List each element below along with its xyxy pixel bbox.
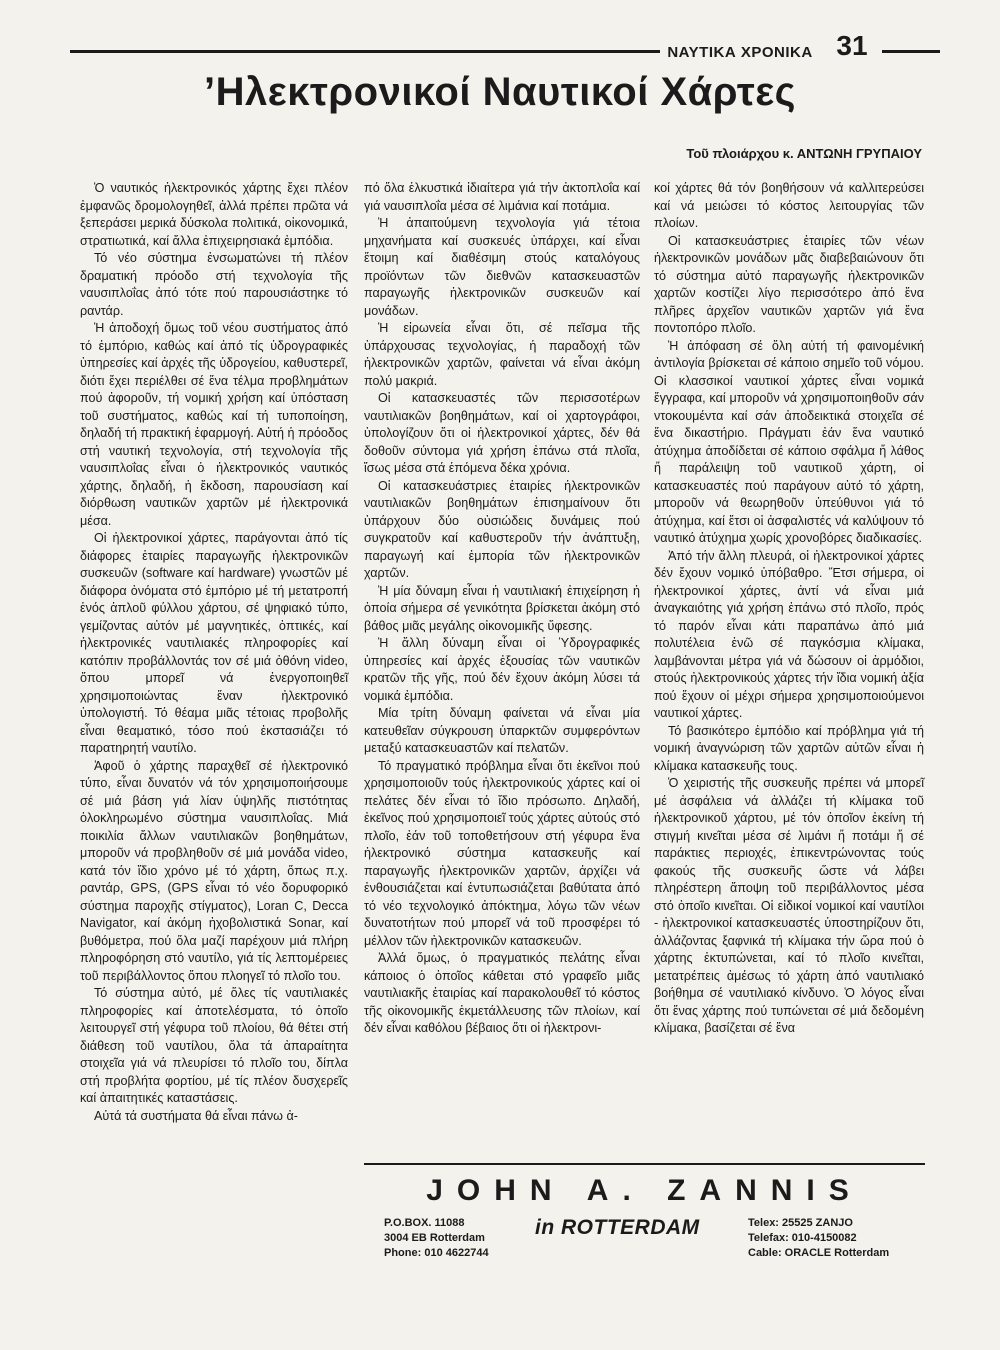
- paragraph: Ὁ ναυτικός ἠλεκτρονικός χάρτης ἔχει πλέον ἐμφανῶς δρομολογηθεῖ, ἀλλά πρέπει πρῶτα νά ξεπεράσει μερικά δύσκολα πολιτικά, οἰκονομικά, στρατιωτικά, καί ἄλλα ἐπιχειρησιακά ἐμπόδια.: [80, 181, 348, 248]
- address-line: P.O.BOX. 11088: [384, 1217, 465, 1229]
- advertisement-city: in ROTTERDAM: [535, 1216, 700, 1239]
- paragraph: Τό σύστημα αὐτό, μέ ὅλες τίς ναυτιλιακές πληροφορίες καί ἀποτελέσματα, τό ὁποῖο λειτουργεῖ στή γέφυρα τοῦ πλοίου, θά θέτει στή διάθεση τοῦ ναυτίλου, ὅλα τά ἀπαραίτητα στοιχεῖα γιά νά πλευρίσει τό πλοῖο του, δίπλα στή προβλήτα φορτίου, μέ τίς πλέον δυσχερεῖς καί ἀπαιτητικές καταστάσεις.: [80, 986, 348, 1105]
- article-column-1: [80, 180, 348, 1265]
- advertisement-rule: [364, 1163, 925, 1165]
- paragraph: πό ὅλα ἑλκυστικά ἰδιαίτερα γιά τήν ἀκτοπλοΐα καί γιά ναυσιπλοΐα μέσα σέ λιμάνια καί ποτάμια.: [364, 181, 640, 213]
- advertisement-contact: [748, 1216, 928, 1261]
- paragraph: Οἱ ἠλεκτρονικοί χάρτες, παράγονται ἀπό τίς διάφορες ἑταιρίες παραγωγῆς ἠλεκτρονικῶν συσκευῶν (software καί hardware) γνωστῶν μέ διάφορα ὀνόματα στό ἐμπόριο μέ τή μετατροπή ἑνός ἁπλοῦ φύλλου χάρτου, σέ ψηφιακό τύπο, γεμίζοντας αὐτόν μέ μαγνητικές, ὀπτικές, καί ἠλεκτρονικές ναυτιλιακές πληροφορίες καί κατόπιν προβάλλοντάς τον σέ μιά ὀθόνη video, ὅπου μπορεῖ νά ἐνεργοποιηθεῖ χρησιμοποιώντας ἕναν ἠλεκτρονικό ὑπολογιστή. Τό θέαμα μιᾶς τέτοιας προβολῆς εἶναι θεαματικό, τόσο πού ἐκστασιάζει τό παρατηρητή ναυτίλο.: [80, 531, 348, 755]
- cable-address: Cable: ORACLE Rotterdam: [748, 1247, 890, 1259]
- paragraph: Ὁ χειριστής τῆς συσκευῆς πρέπει νά μπορεῖ μέ ἀσφάλεια νά ἀλλάζει τή κλίμακα τοῦ ἠλεκτρονικοῦ χάρτου, μέ τόν ὁποῖον ἐκείνη τή στιγμή κινεῖται μέσα σέ λιμάνι ἤ ποτάμι ἤ σέ παράκτιες περιοχές, ἐπικεντρώνοντας τούς φακούς τῆς συσκευῆς ὥστε νά λάβει πληρέστερη ἄποψη τοῦ περιβάλλοντος μέσα στό ὁποῖο κινεῖται. Οἱ εἰδικοί νομικοί καί ναυτίλοι - ἠλεκτρονικοί κατασκευαστές ὑποστηρίζουν ὅτι, ἀλλάζοντας ξαφνικά τή κλίμακα τήν ὥρα πού ὁ χάρτης ἐκτυπώνεται, καί τό πλοῖο κινεῖται, μετατρέπεις ἀμέσως τό χάρτη ἀπό ναυτιλιακό βοήθημα σέ ναυτιλιακό κίνδυνο. Ὁ λόγος εἶναι ὅτι ἕνας χάρτης πού τυπώνεται σέ μιά δεδομένη κλίμακα, βασίζεται σέ ἕνα: [654, 776, 924, 1035]
- paragraph: Ἀπό τήν ἄλλη πλευρά, οἱ ἠλεκτρονικοί χάρτες δέν ἔχουν νομικό ὑπόβαθρο. Ἔτσι σήμερα, οἱ ἠλεκτρονικοί χάρτες, ἀντί νά εἶναι μιά ἀναγκαιότης γιά χρήση ἐπάνω στό πλοῖο, πρός τό παρόν εἶναι κάτι παραπάνω ἀπό μιά πολυτέλεια ἐνῶ σέ παγκόσμια κλίμακα, λαμβάνονται μέτρα γιά νά δώσουν οἱ ἁρμόδιοι, στούς ἠλεκτρονικούς χάρτες τήν ἴδια νομική ἀξία πού ἔχουν οἱ μέχρι σήμερα χρησιμοποιούμενοι ναυτικοί χάρτες.: [654, 548, 924, 720]
- paragraph: Οἱ κατασκευάστριες ἑταιρίες τῶν νέων ἠλεκτρονικῶν μονάδων μᾶς διαβεβαιώνουν ὅτι τό σύστημα αὐτό παραγωγῆς ἠλεκτρονικῶν χαρτῶν κοστίζει λίγο περισσότερο ἀπό ἕνα πλῆρες ἀρχεῖον ναυτικῶν χαρτῶν γιά ἕνα ποντοπόρο πλοῖο.: [654, 233, 924, 335]
- paragraph: Οἱ κατασκευάστριες ἑταιρίες ἠλεκτρονικῶν ναυτιλιακῶν βοηθημάτων ἐπισημαίνουν ὅτι ὑπάρχουν δύο οὐσιώδεις δυνάμεις πού συγκρατοῦν καί καθυστεροῦν τήν ἀνάπτυξη, παραγωγή καί ἐμπορία τῶν ἠλεκτρονικῶν χαρτῶν.: [364, 478, 640, 580]
- paragraph: Ἡ ἀποδοχή ὅμως τοῦ νέου συστήματος ἀπό τό ἐμπόριο, καθώς καί ἀπό τίς ὑδρογραφικές ὑπηρεσίες καί ἀρχές τῆς ὑδρογείου, καθυστερεῖ, διότι ἔχει περιέλθει σέ ἕνα τέλμα προβλημάτων πού ἀφοροῦν, τή νομική χρήση καί ὑπόσταση τοῦ συστήματος, καθώς καί τή τυποποίηση, δηλαδή τή πρακτική ἐφαρμογή. Αὐτή ἡ πρόοδος στή ναυτική τεχνολογία, στή τεχνολογία τῆς ναυσιπλοΐας εἶναι ὁ ἠλεκτρονικός ναυτικός χάρτης, δηλαδή, ἡ ἔκδοση, παρουσίαση καί διόρθωση ναυτικῶν χαρτῶν μέ ἠλεκτρονικά μέσα.: [80, 321, 348, 528]
- paragraph: κοί χάρτες θά τόν βοηθήσουν νά καλλιτερεύσει καί νά μειώσει τό κόστος λειτουργίας τῶν πλοίων.: [654, 181, 924, 230]
- paragraph: Τό βασικότερο ἐμπόδιο καί πρόβλημα γιά τή νομική ἀναγνώριση τῶν χαρτῶν αὐτῶν εἶναι ἡ κλίμακα κατασκευῆς τους.: [654, 723, 924, 773]
- telex-number: Telex: 25525 ZANJO: [748, 1217, 853, 1229]
- address-line: 3004 EB Rotterdam: [384, 1232, 485, 1244]
- header-rule-left: [70, 50, 660, 53]
- advertisement-company-name: JOHN A. ZANNIS: [426, 1174, 863, 1207]
- telefax-number: Telefax: 010-4150082: [748, 1232, 857, 1244]
- byline: Τοῦ πλοιάρχου κ. ΑΝΤΩΝΗ ΓΡΥΠΑΙΟΥ: [686, 146, 922, 161]
- paragraph: Τό νέο σύστημα ἐνσωματώνει τή πλέον δραματική πρόοδο στή τεχνολογία τῆς ναυσιπλοΐας ἀπό τότε πού παρουσιάστηκε τό ραντάρ.: [80, 251, 348, 318]
- advertisement-address: [384, 1216, 534, 1261]
- article-title: ’Ηλεκτρονικοί Ναυτικοί Χάρτες: [204, 70, 796, 114]
- paragraph: Αὐτά τά συστήματα θά εἶναι πάνω ἀ-: [94, 1108, 298, 1123]
- paragraph: Ἡ ἄλλη δύναμη εἶναι οἱ Ὑδρογραφικές ὑπηρεσίες καί ἀρχές ἐξουσίας τῶν ναυτικῶν κρατῶν τῆς γῆς, πού δέν ἔχουν ἀκόμη λύσει τά νομικά ἐμπόδια.: [364, 636, 640, 703]
- article-column-3: [654, 180, 924, 1182]
- paragraph: Ἀφοῦ ὁ χάρτης παραχθεῖ σέ ἠλεκτρονικό τύπο, εἶναι δυνατόν νά τόν χρησιμοποιήσουμε σέ μιά βάση γιά λίαν ὑψηλῆς πιστότητας ὁλοκληρωμένο σύστημα ναυσιπλοΐας. Μιά ποικιλία ἄλλων ναυτιλιακῶν βοηθημάτων, μποροῦν νά προβληθοῦν σέ μιά μονάδα video, κατά τόν ἴδιο χρόνο μέ τό χάρτη, ὅπως π.χ. ραντάρ, GPS, (GPS εἶναι τό νέο δορυφορικό σύστημα παροχῆς στίγματος), Loran C, Decca Navigator, καί ἀκόμη ἠχοβολιστικά Sonar, καί βυθόμετρα, πού ὅλα μαζί παρέχουν μιά πλήρη πληροφόρηση στό ναυτίλο, γιά τίς λεπτομέρειες τοῦ περιβάλλοντος ὅπου πλοηγεῖ τό πλοῖο του.: [80, 758, 348, 983]
- paragraph: Τό πραγματικό πρόβλημα εἶναι ὅτι ἐκεῖνοι πού χρησιμοποιοῦν τούς ἠλεκτρονικούς χάρτες καί οἱ πελάτες δέν εἶναι τό ἴδιο πρόσωπο. Δηλαδή, ἐκεῖνος πού χρησιμοποιεῖ τούς χάρτες αὐτούς στό πλοῖο, ἐάν τοῦ τοποθετήσουν στή γέφυρα ἕνα ἠλεκτρονικό σύστημα κατασκευῆς καί παραγωγῆς ἠλεκτρονικῶν χαρτῶν, ἀρχίζει νά ἐνθουσιάζεται καί ἐντυπωσιάζεται βαθύτατα ἀπό τό νέο τεχνολογικό ἀπόκτημα, λόγω τῶν νέων δυνατοτήτων πού μπορεῖ νά τοῦ προσφέρει τό μέλλον τῶν ἠλεκτρονικῶν κατασκευῶν.: [364, 758, 640, 948]
- header-rule-right: [882, 50, 940, 53]
- phone-number: Phone: 010 4622744: [384, 1247, 489, 1259]
- page-number: 31: [836, 30, 868, 61]
- paragraph: Ἡ ἀπαιτούμενη τεχνολογία γιά τέτοια μηχανήματα καί συσκευές ὑπάρχει, καί εἶναι ἕτοιμη καί διαθέσιμη στούς καταλόγους προϊόντων τῶν διεθνῶν κατασκευαστῶν παραγωγῆς ἠλεκτρονικῶν συσκευῶν καί μονάδων.: [364, 216, 640, 318]
- paragraph: Οἱ κατασκευαστές τῶν περισσοτέρων ναυτιλιακῶν βοηθημάτων, καί οἱ χαρτογράφοι, ὑπολογίζουν ὅτι οἱ ἠλεκτρονικοί χάρτες, δέν θά δοθοῦν σύντομα γιά χρήση ἐπάνω στά πλοῖα, ἴσως μέσα στά ἑπόμενα δέκα χρόνια.: [364, 391, 640, 475]
- paragraph: Ἀλλά ὅμως, ὁ πραγματικός πελάτης εἶναι κάποιος ὁ ὁποῖος κάθεται στό γραφεῖο μιᾶς ναυτιλιακῆς ἑταιρίας καί παρακολουθεῖ τό κόστος τῆς οἰκονομικῆς ἐκμετάλλευσης τῶν πλοίων, καί δέν εἶναι καθόλου βέβαιος ὅτι οἱ ἠλεκτρονι-: [364, 951, 640, 1035]
- paragraph: Ἡ μία δύναμη εἶναι ἡ ναυτιλιακή ἐπιχείρηση ἡ ὁποία σήμερα σέ γενικότητα βρίσκεται ἀκόμη στό βάθος μιᾶς μεγάλης οἰκονομικῆς ὕφεσης.: [364, 583, 640, 633]
- paragraph: Ἡ ἀπόφαση σέ ὅλη αὐτή τή φαινομένική ἀντιλογία βρίσκεται σέ κάποιο σημεῖο τοῦ νόμου. Οἱ κλασσικοί ναυτικοί χάρτες εἶναι νομικά ἔγγραφα, καί μποροῦν νά χρησιμοποιηθοῦν σάν ντοκουμέντα καί σάν ἀποδεικτικά στοιχεῖα σέ ἕνα δικαστήριο. Πράγματι ἐάν ἕνα ναυτικό ἀτύχημα ἀποδίδεται σέ κάποιο σφάλμα ἤ λάθος ἤ παράλειψη τοῦ ναυτικοῦ χάρτη, οἱ κατασκευαστές πού παράγουν αὐτό τό χάρτη, μποροῦν νά θεωρηθοῦν ὑπεύθυνοι γιά τό ἀτύχημα, καί ἔτσι οἱ ἀσφαλιστές νά καλύψουν τό ναυτικό ἀτύχημα χωρίς χρονοβόρες διαδικασίες.: [654, 338, 924, 545]
- paragraph: Ἡ εἰρωνεία εἶναι ὅτι, σέ πεῖσμα τῆς ὑπάρχουσας τεχνολογίας, ἡ παραδοχή τῶν ἠλεκτρονικῶν χαρτῶν, φαίνεται νά εἶναι ἀκόμη πολύ μακριά.: [364, 321, 640, 388]
- article-column-2: [364, 180, 640, 1140]
- paragraph: Μία τρίτη δύναμη φαίνεται νά εἶναι μία κατευθεῖαν σύγκρουση ὑπαρκτῶν συμφερόντων μεταξύ κατασκευαστῶν καί πελατῶν.: [364, 706, 640, 755]
- running-title: ΝΑΥΤΙΚΑ ΧΡΟΝΙΚΑ: [667, 44, 813, 61]
